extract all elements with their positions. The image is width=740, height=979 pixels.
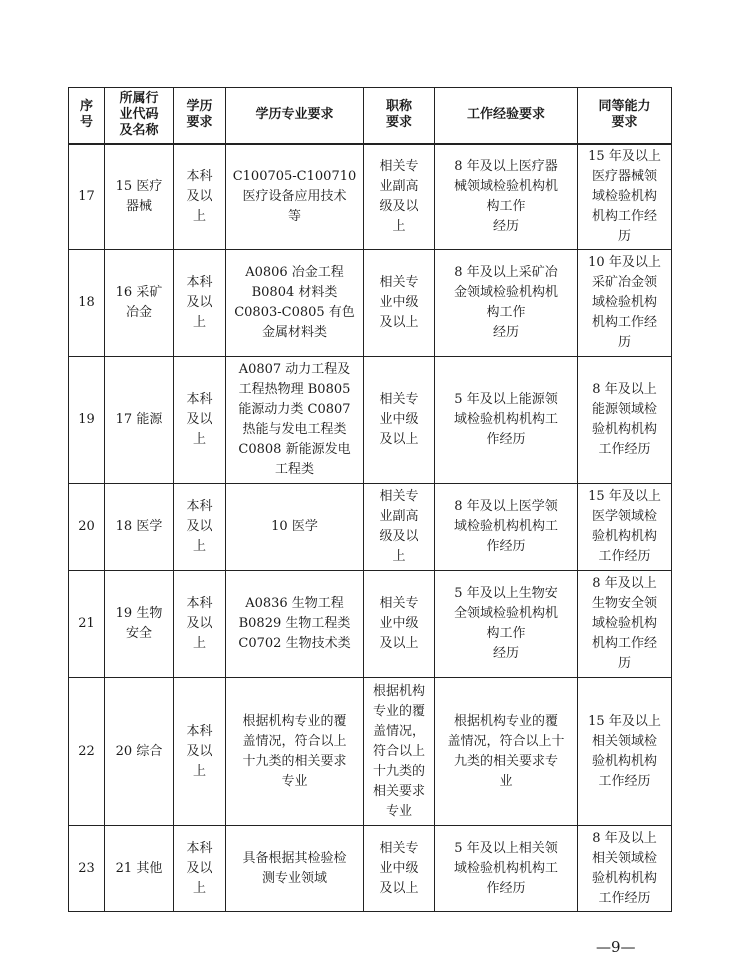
- cell-title: 相关专 业副高 级及以 上: [364, 484, 435, 571]
- cell-edu: 本科 及以 上: [174, 484, 226, 571]
- cell-industry: 16 采矿 冶金: [105, 250, 174, 357]
- header-major: 学历专业要求: [226, 88, 364, 144]
- requirements-table: [68, 87, 672, 912]
- cell-industry: 19 生物 安全: [105, 571, 174, 678]
- table-row: [69, 484, 672, 571]
- cell-equiv: 8 年及以上 相关领域检 验机构机构 工作经历: [578, 826, 672, 912]
- cell-edu: 本科 及以 上: [174, 571, 226, 678]
- cell-exp: 根据机构专业的覆 盖情况，符合以上十 九类的相关要求专 业: [435, 678, 578, 826]
- cell-equiv: 10 年及以上 采矿冶金领 域检验机构 机构工作经 历: [578, 250, 672, 357]
- cell-exp: 8 年及以上采矿冶 金领域检验机构机 构工作 经历: [435, 250, 578, 357]
- cell-industry: 20 综合: [105, 678, 174, 826]
- cell-seq: 22: [69, 678, 105, 826]
- cell-industry: 21 其他: [105, 826, 174, 912]
- cell-exp: 8 年及以上医学领 域检验机构机构工 作经历: [435, 484, 578, 571]
- cell-edu: 本科 及以 上: [174, 250, 226, 357]
- cell-title: 相关专 业中级 及以上: [364, 571, 435, 678]
- cell-major: C100705-C100710 医疗设备应用技术 等: [226, 144, 364, 250]
- table-row: [69, 144, 672, 250]
- cell-title: 相关专 业副高 级及以 上: [364, 144, 435, 250]
- cell-industry: 15 医疗 器械: [105, 144, 174, 250]
- cell-seq: 18: [69, 250, 105, 357]
- header-equiv: 同等能力 要求: [578, 88, 672, 144]
- table-row: [69, 571, 672, 678]
- cell-edu: 本科 及以 上: [174, 357, 226, 484]
- cell-seq: 21: [69, 571, 105, 678]
- table-header-row: [69, 88, 672, 144]
- cell-edu: 本科 及以 上: [174, 678, 226, 826]
- header-title: 职称 要求: [364, 88, 435, 144]
- header-seq: 序 号: [69, 88, 105, 144]
- cell-industry: 18 医学: [105, 484, 174, 571]
- header-industry: 所属行 业代码 及名称: [105, 88, 174, 144]
- header-edu: 学历 要求: [174, 88, 226, 144]
- cell-title: 相关专 业中级 及以上: [364, 250, 435, 357]
- cell-seq: 17: [69, 144, 105, 250]
- cell-title: 相关专 业中级 及以上: [364, 357, 435, 484]
- cell-major: A0806 冶金工程 B0804 材料类 C0803-C0805 有色 金属材料类: [226, 250, 364, 357]
- cell-major: 具备根据其检验检 测专业领域: [226, 826, 364, 912]
- cell-edu: 本科 及以 上: [174, 826, 226, 912]
- table-row: [69, 678, 672, 826]
- cell-equiv: 15 年及以上 相关领域检 验机构机构 工作经历: [578, 678, 672, 826]
- cell-title: 相关专 业中级 及以上: [364, 826, 435, 912]
- cell-exp: 5 年及以上能源领 域检验机构机构工 作经历: [435, 357, 578, 484]
- table-row: [69, 250, 672, 357]
- cell-equiv: 15 年及以上 医疗器械领 域检验机构 机构工作经 历: [578, 144, 672, 250]
- table-row: [69, 357, 672, 484]
- cell-equiv: 8 年及以上 能源领域检 验机构机构 工作经历: [578, 357, 672, 484]
- cell-seq: 20: [69, 484, 105, 571]
- cell-major: A0836 生物工程 B0829 生物工程类 C0702 生物技术类: [226, 571, 364, 678]
- cell-title: 根据机构 专业的覆 盖情况， 符合以上 十九类的 相关要求 专业: [364, 678, 435, 826]
- cell-equiv: 15 年及以上 医学领域检 验机构机构 工作经历: [578, 484, 672, 571]
- cell-major: 根据机构专业的覆 盖情况，符合以上 十九类的相关要求 专业: [226, 678, 364, 826]
- cell-exp: 5 年及以上相关领 域检验机构机构工 作经历: [435, 826, 578, 912]
- cell-exp: 8 年及以上医疗器 械领域检验机构机 构工作 经历: [435, 144, 578, 250]
- cell-equiv: 8 年及以上 生物安全领 域检验机构 机构工作经 历: [578, 571, 672, 678]
- cell-seq: 19: [69, 357, 105, 484]
- cell-edu: 本科 及以 上: [174, 144, 226, 250]
- cell-industry: 17 能源: [105, 357, 174, 484]
- cell-exp: 5 年及以上生物安 全领域检验机构机 构工作 经历: [435, 571, 578, 678]
- page-number: —9—: [596, 938, 636, 956]
- table-row: [69, 826, 672, 912]
- header-exp: 工作经验要求: [435, 88, 578, 144]
- cell-seq: 23: [69, 826, 105, 912]
- cell-major: A0807 动力工程及 工程热物理 B0805 能源动力类 C0807 热能与发电工程类 C0808 新能源发电 工程类: [226, 357, 364, 484]
- cell-major: 10 医学: [226, 484, 364, 571]
